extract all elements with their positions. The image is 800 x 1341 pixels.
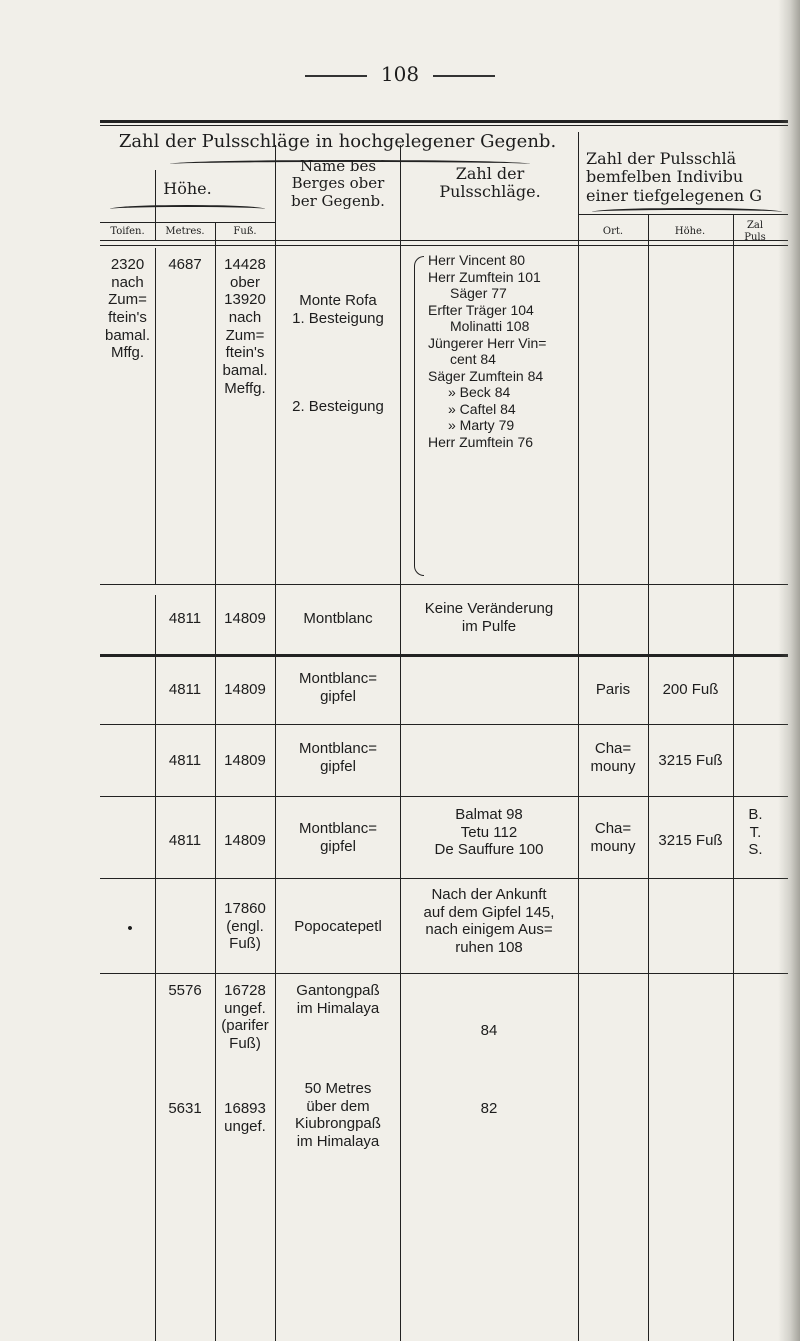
row1-fuss: 14428 ober 13920 nach Zum= ftein's bamal. Meffg. [222,256,268,397]
header-fuss: Fuß. [233,226,257,237]
row4-ort: Cha= mouny [590,740,636,775]
row5-bottom-rule [100,878,788,879]
row4-hohe: 3215 Fuß [658,752,723,769]
row3-metres: 4811 [168,681,202,698]
row5-fuss: 14809 [224,832,266,849]
row7-metres-b: 5631 [168,1100,202,1117]
row5-ort: Cha= mouny [590,820,636,855]
header-hohe-2: Höhe. [674,226,706,237]
header-bottom-rule [100,240,788,241]
header-toisen: Toifen. [110,226,145,237]
col-line-toisen [155,248,156,584]
col-line-hohe2 [733,214,734,1341]
row4-name: Montblanc= gipfel [299,740,377,775]
row7-fuss-a: 16728 ungef. (parifer Fuß) [221,982,269,1053]
row5-name: Montblanc= gipfel [299,820,377,855]
col-line-toisen-lower [155,595,156,1341]
header-hohe: Höhe. [163,179,212,198]
row3-name: Montblanc= gipfel [299,670,377,705]
row4-metres: 4811 [168,752,202,769]
row6-name: Popocatepetl [294,918,382,935]
header-name: Name bes Berges ober ber Gegenb. [291,157,385,210]
page-edge-shadow [778,0,800,1341]
row7-name-b: 50 Metres über dem Kiubrongpaß im Himalaya [295,1080,381,1151]
row6-toisen-dot: • [127,920,133,937]
row7-zahl-b: 82 [480,1100,498,1117]
header-group-left: Zahl der Pulsschläge in hochgelegener Gegenb. [118,131,557,152]
col-line-toisen-hdr [155,170,156,240]
header-hohe-bracket [110,205,265,213]
row1-toisen: 2320 nach Zum= ftein's bamal. Mffg. [104,256,151,362]
row2-metres: 4811 [168,610,202,627]
header-right-subrule [578,214,788,215]
header-bottom-rule-2 [100,245,788,246]
row3-ort: Paris [595,681,631,698]
row2-name: Montblanc [303,610,373,627]
row7-fuss-b: 16893 ungef. [224,1100,266,1135]
row6-zahl: Nach der Ankunft auf dem Gipfel 145, nach einigem Aus= ruhen 108 [423,886,555,957]
row5-zahl: Balmat 98 Tetu 112 De Sauffure 100 [434,806,544,859]
row6-bottom-rule [100,973,788,974]
row7-name-a: Gantongpaß im Himalaya [296,982,380,1017]
row3-fuss: 14809 [224,681,266,698]
row7-metres-a: 5576 [168,982,202,999]
col-line-ort [648,214,649,1341]
col-line-zahl [578,132,579,1341]
row3-hohe: 200 Fuß [662,681,719,698]
row1-metres: 4687 [168,256,202,273]
header-ort: Ort. [602,226,624,237]
row5-metres: 4811 [168,832,202,849]
table-top-rule [100,120,788,126]
row5-hohe: 3215 Fuß [658,832,723,849]
row4-bottom-rule [100,796,788,797]
row2-zahl: Keine Veränderung im Pulfe [424,600,554,635]
row1-name-b: 2. Besteigung [292,398,384,415]
row3-bottom-rule [100,724,788,725]
row1-zahl: Herr Vincent 80 Herr Zumftein 101 Säger 77 Erfter Träger 104 Molinatti 108 Jüngerer Herr Vin= cent 84 Säger Zumftein 84 » Beck 84 » Caftel 84 » Marty 79 Herr Zumftein 76 [428,252,547,450]
page-number-text: 108 [380,62,420,86]
header-metres: Metres. [165,226,205,237]
row4-fuss: 14809 [224,752,266,769]
header-group-right: Zahl der Pulsschlä bemfelben Indivibu einer tiefgelegenen G [586,149,762,205]
row7-zahl-a: 84 [480,1022,498,1039]
row2-fuss: 14809 [224,610,266,627]
row6-fuss: 17860 (engl. Fuß) [224,900,266,953]
col-line-name [400,145,401,1341]
header-zahl: Zahl der Pulsschläge. [439,164,541,202]
header-zahl-2: Zal Puls [744,220,766,243]
row1-name-a: Monte Rofa 1. Besteigung [292,292,384,327]
row5-puls: B. T. S. [748,806,763,859]
row2-bottom-rule [100,654,788,657]
header-hohe-subrule [100,222,275,223]
row1-brace [414,256,424,576]
row1-bottom-rule [100,584,788,585]
